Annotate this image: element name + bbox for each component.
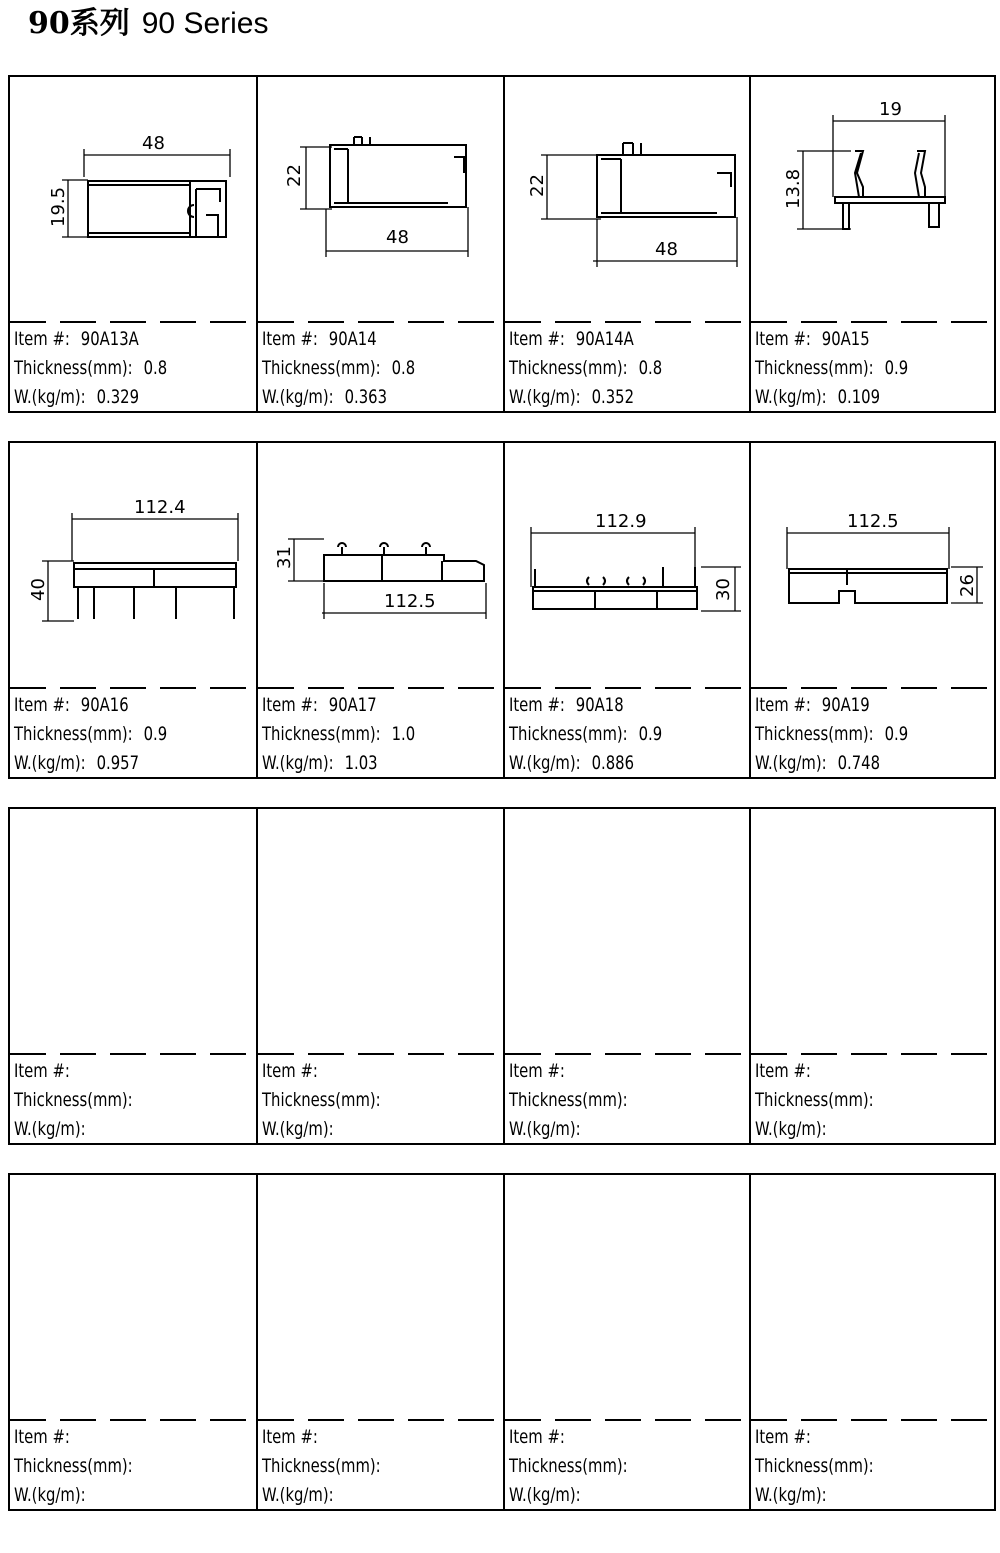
thickness-label: Thickness(mm): [508, 1455, 628, 1477]
thickness-label: Thickness(mm): [14, 357, 133, 379]
weight-label: W.(kg/m): [508, 1118, 581, 1140]
thickness-label: Thickness(mm): [508, 723, 628, 745]
thickness-value: 1.0 [391, 723, 416, 745]
dimension-label: 19 [878, 99, 902, 120]
weight-label: W.(kg/m): [754, 1484, 827, 1506]
spec-block [755, 325, 908, 412]
thickness-label: Thickness(mm): [754, 1455, 874, 1477]
item-label: Item #: [508, 328, 565, 350]
weight-value: 0.109 [837, 386, 880, 408]
profile-drawing-90A13A [10, 77, 255, 319]
weight-label: W.(kg/m): [262, 1484, 334, 1506]
item-number: 90A14A [575, 328, 634, 350]
dimension-label: 13.8 [782, 168, 804, 209]
catalog-row-3 [8, 807, 996, 1145]
thickness-label: Thickness(mm): [262, 357, 381, 379]
item-number: 90A13A [80, 328, 139, 350]
profile-card-90A17 [256, 443, 502, 777]
weight-label: W.(kg/m): [508, 752, 581, 774]
empty-profile-card [256, 1175, 502, 1509]
thickness-label: Thickness(mm): [14, 1089, 133, 1111]
item-label: Item #: [754, 328, 811, 350]
thickness-label: Thickness(mm): [754, 723, 874, 745]
item-number: 90A15 [821, 328, 870, 350]
thickness-label: Thickness(mm): [262, 1089, 381, 1111]
profile-drawing-90A14 [258, 77, 503, 319]
item-label: Item #: [262, 1060, 319, 1082]
item-label: Item #: [754, 1060, 811, 1082]
thickness-label: Thickness(mm): [508, 1089, 628, 1111]
profile-drawing-90A17 [258, 443, 503, 685]
profile-drawing-90A19 [751, 443, 996, 685]
dimension-label: 48 [386, 227, 410, 248]
dimension-label: 112.5 [384, 591, 436, 612]
thickness-value: 0.9 [884, 357, 908, 379]
profile-card-90A14 [256, 77, 502, 411]
item-label: Item #: [262, 1426, 319, 1448]
item-label: Item #: [508, 1060, 565, 1082]
thickness-label: Thickness(mm): [262, 1455, 381, 1477]
page-title-en: 90 Series [141, 7, 269, 40]
page-title-zh: 90系列 [28, 6, 130, 41]
empty-profile-card [749, 1175, 994, 1509]
weight-label: W.(kg/m): [754, 1118, 827, 1140]
weight-label: W.(kg/m): [508, 1484, 581, 1506]
dimension-label: 48 [142, 133, 165, 154]
spec-block [509, 325, 662, 412]
dimension-label: 40 [28, 578, 49, 601]
empty-profile-card [10, 809, 256, 1143]
dimension-label: 112.9 [594, 511, 647, 532]
spec-block [262, 1423, 381, 1510]
thickness-label: Thickness(mm): [14, 1455, 133, 1477]
thickness-label: Thickness(mm): [14, 723, 133, 745]
spec-block [262, 325, 415, 412]
thickness-label: Thickness(mm): [754, 357, 874, 379]
spec-block [262, 691, 415, 778]
weight-label: W.(kg/m): [754, 752, 827, 774]
dimension-label: 22 [526, 174, 548, 197]
page-title [28, 2, 269, 46]
empty-profile-card [10, 1175, 256, 1509]
item-label: Item #: [14, 694, 70, 716]
spec-block [14, 1423, 133, 1510]
profile-card-90A16 [10, 443, 256, 777]
empty-profile-card [749, 809, 994, 1143]
dimension-label: 112.4 [134, 497, 186, 518]
spec-block [14, 325, 167, 412]
weight-value: 0.748 [837, 752, 880, 774]
profile-drawing-90A18 [505, 443, 750, 685]
item-label: Item #: [262, 328, 319, 350]
profile-card-90A14A [503, 77, 749, 411]
dimension-label: 48 [654, 239, 678, 260]
dimension-label: 31 [274, 546, 296, 569]
weight-label: W.(kg/m): [14, 386, 86, 408]
spec-block [755, 1057, 874, 1144]
profile-card-90A13A [10, 77, 256, 411]
weight-label: W.(kg/m): [754, 386, 827, 408]
thickness-value: 0.8 [638, 357, 662, 379]
spec-block [14, 1057, 133, 1144]
spec-block [755, 1423, 874, 1510]
spec-block [755, 691, 908, 778]
item-number: 90A14 [329, 328, 377, 350]
item-number: 90A18 [575, 694, 624, 716]
weight-value: 1.03 [344, 752, 378, 774]
item-number: 90A17 [329, 694, 377, 716]
item-label: Item #: [508, 694, 565, 716]
weight-label: W.(kg/m): [508, 386, 581, 408]
empty-profile-card [503, 809, 749, 1143]
catalog-row-2 [8, 441, 996, 779]
profile-drawing-90A15 [751, 77, 996, 319]
weight-label: W.(kg/m): [14, 1118, 86, 1140]
weight-value: 0.957 [96, 752, 140, 774]
thickness-label: Thickness(mm): [508, 357, 628, 379]
profile-card-90A19 [749, 443, 994, 777]
item-label: Item #: [508, 1426, 565, 1448]
thickness-value: 0.8 [391, 357, 416, 379]
spec-block [509, 1057, 628, 1144]
item-label: Item #: [14, 328, 70, 350]
spec-block [509, 1423, 628, 1510]
dimension-label: 30 [712, 578, 734, 601]
catalog-row-1 [8, 75, 996, 413]
item-label: Item #: [754, 1426, 811, 1448]
item-label: Item #: [262, 694, 319, 716]
dimension-label: 112.5 [846, 511, 899, 532]
item-label: Item #: [14, 1060, 70, 1082]
spec-block [14, 691, 167, 778]
profile-drawing-90A14A [505, 77, 750, 319]
weight-value: 0.352 [591, 386, 634, 408]
spec-block [509, 691, 662, 778]
catalog-row-4 [8, 1173, 996, 1511]
weight-label: W.(kg/m): [262, 1118, 334, 1140]
dimension-label: 26 [956, 574, 978, 597]
weight-label: W.(kg/m): [262, 752, 334, 774]
profile-card-90A18 [503, 443, 749, 777]
thickness-value: 0.9 [638, 723, 662, 745]
item-label: Item #: [14, 1426, 70, 1448]
item-number: 90A16 [80, 694, 129, 716]
item-label: Item #: [754, 694, 811, 716]
weight-value: 0.363 [344, 386, 388, 408]
weight-label: W.(kg/m): [262, 386, 334, 408]
spec-block [262, 1057, 381, 1144]
empty-profile-card [256, 809, 502, 1143]
weight-value: 0.886 [591, 752, 634, 774]
thickness-label: Thickness(mm): [754, 1089, 874, 1111]
item-number: 90A19 [821, 694, 870, 716]
thickness-value: 0.9 [143, 723, 168, 745]
dimension-label: 19.5 [48, 186, 69, 227]
thickness-label: Thickness(mm): [262, 723, 381, 745]
thickness-value: 0.9 [884, 723, 908, 745]
profile-drawing-90A16 [10, 443, 255, 685]
profile-card-90A15 [749, 77, 994, 411]
dimension-label: 22 [284, 164, 306, 187]
weight-value: 0.329 [96, 386, 140, 408]
empty-profile-card [503, 1175, 749, 1509]
weight-label: W.(kg/m): [14, 752, 86, 774]
thickness-value: 0.8 [143, 357, 168, 379]
weight-label: W.(kg/m): [14, 1484, 86, 1506]
